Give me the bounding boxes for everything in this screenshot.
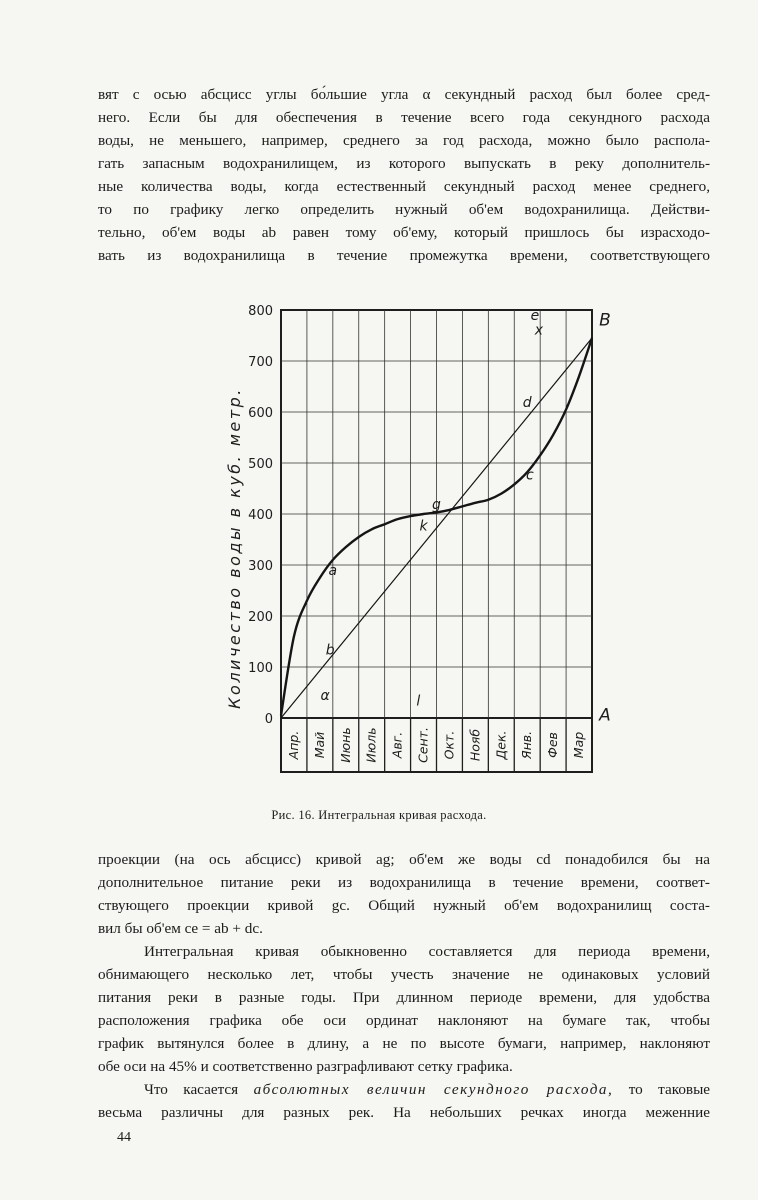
y-tick-label: 500 — [248, 457, 273, 472]
text-line: него. Если бы для обеспечения в течение всего года секундного расхода — [98, 109, 710, 126]
text-line: питания реки в разные годы. При длинном периоде времени, для удобства — [98, 989, 710, 1006]
emphasis-text: абсолютных величин секундного расхода, — [253, 1081, 614, 1098]
month-label: Окт. — [441, 730, 457, 760]
text-line: то по графику легко определить нужный об'ем водохранилища. Действи- — [98, 201, 710, 218]
text-line: гать запасным водохранилищем, из которого выпускать в реку дополнитель- — [98, 155, 710, 172]
y-axis-label: Количество воды в куб. метр. — [225, 387, 244, 709]
point-label: a — [328, 563, 338, 580]
y-tick-label: 400 — [248, 508, 273, 523]
text-line: Интегральная кривая обыкновенно составляется для периода времени, — [144, 943, 710, 960]
month-label: Янв. — [519, 730, 535, 760]
text-line: дополнительное питание реки из водохранилища в течение времени, соответ- — [98, 874, 710, 891]
text-line: вать из водохранилища в течение промежутка времени, соответствующего — [98, 247, 710, 264]
text-line: тельно, об'ем воды ab равен тому об'ему, который пришлось бы израсходо- — [98, 224, 710, 241]
text-line: график вытянулся более в длину, а не по высоте бумаги, например, наклоняют — [98, 1035, 710, 1052]
point-label: B — [599, 310, 611, 331]
point-label: l — [416, 693, 421, 710]
text-line: вят с осью абсцисс углы бо́льшие угла α секундный расход был более сред- — [98, 86, 710, 103]
y-tick-label: 800 — [248, 304, 273, 319]
text-segment: Что касается — [144, 1081, 239, 1098]
text-line — [98, 1078, 710, 1101]
text-line: расположения графика обе оси ординат наклоняют на бумаге так, чтобы — [98, 1012, 710, 1029]
point-label: c — [525, 467, 534, 484]
point-label: d — [522, 394, 532, 411]
month-label: Фев — [545, 732, 561, 758]
text-line: обе оси на 45% и соответственно разграфливают сетку графика. — [98, 1058, 513, 1075]
text-line: вил бы об'ем ce = ab + dc. — [98, 920, 263, 937]
point-label: α — [320, 688, 330, 705]
month-label: Июнь — [337, 727, 353, 763]
text-line: воды, не меньшего, например, среднего за год расхода, можно было распола- — [98, 132, 710, 149]
text-line: весьма различны для разных рек. На небольших речках иногда меженние — [98, 1104, 710, 1121]
page-number: 44 — [117, 1130, 131, 1145]
y-tick-label: 300 — [248, 559, 273, 574]
month-label: Май — [311, 731, 327, 759]
point-label: e — [530, 308, 540, 325]
point-label: g — [432, 496, 441, 513]
y-tick-label: 200 — [248, 610, 273, 625]
month-label: Нояб — [467, 728, 483, 762]
y-tick-label: 100 — [248, 661, 273, 676]
point-label: k — [419, 518, 428, 535]
y-tick-label: 0 — [264, 712, 273, 727]
paragraph-1 — [98, 848, 710, 940]
text-line: проекции (на ось абсцисс) кривой ag; об'ем же воды cd понадобился бы на — [98, 851, 710, 868]
point-label: A — [599, 705, 611, 726]
month-label: Июль — [363, 727, 379, 763]
point-label: x — [534, 322, 544, 339]
y-tick-label: 700 — [248, 355, 273, 370]
month-label: Мар — [571, 731, 587, 759]
month-label: Сент. — [415, 727, 431, 763]
y-tick-label: 600 — [248, 406, 273, 421]
text-line: обнимающего несколько лет, чтобы учесть значение не одинаковых условий — [98, 966, 710, 983]
point-labels — [320, 308, 610, 725]
y-tick-labels — [248, 304, 273, 727]
month-label: Дек. — [493, 730, 509, 760]
text-line: ствующего проекции кривой gc. Общий нужный об'ем водохранилищ соста- — [98, 897, 710, 914]
month-label: Авг. — [389, 731, 405, 759]
paragraph-2 — [98, 940, 710, 1078]
paragraph-3 — [98, 1078, 710, 1124]
text-line: ные количества воды, когда естественный секундный расход менее среднего, — [98, 178, 710, 195]
month-label: Апр. — [285, 730, 301, 760]
figure-caption: Рис. 16. Интегральная кривая расхода. — [271, 808, 487, 822]
text-segment: то таковые — [628, 1081, 711, 1098]
point-label: b — [325, 642, 335, 659]
